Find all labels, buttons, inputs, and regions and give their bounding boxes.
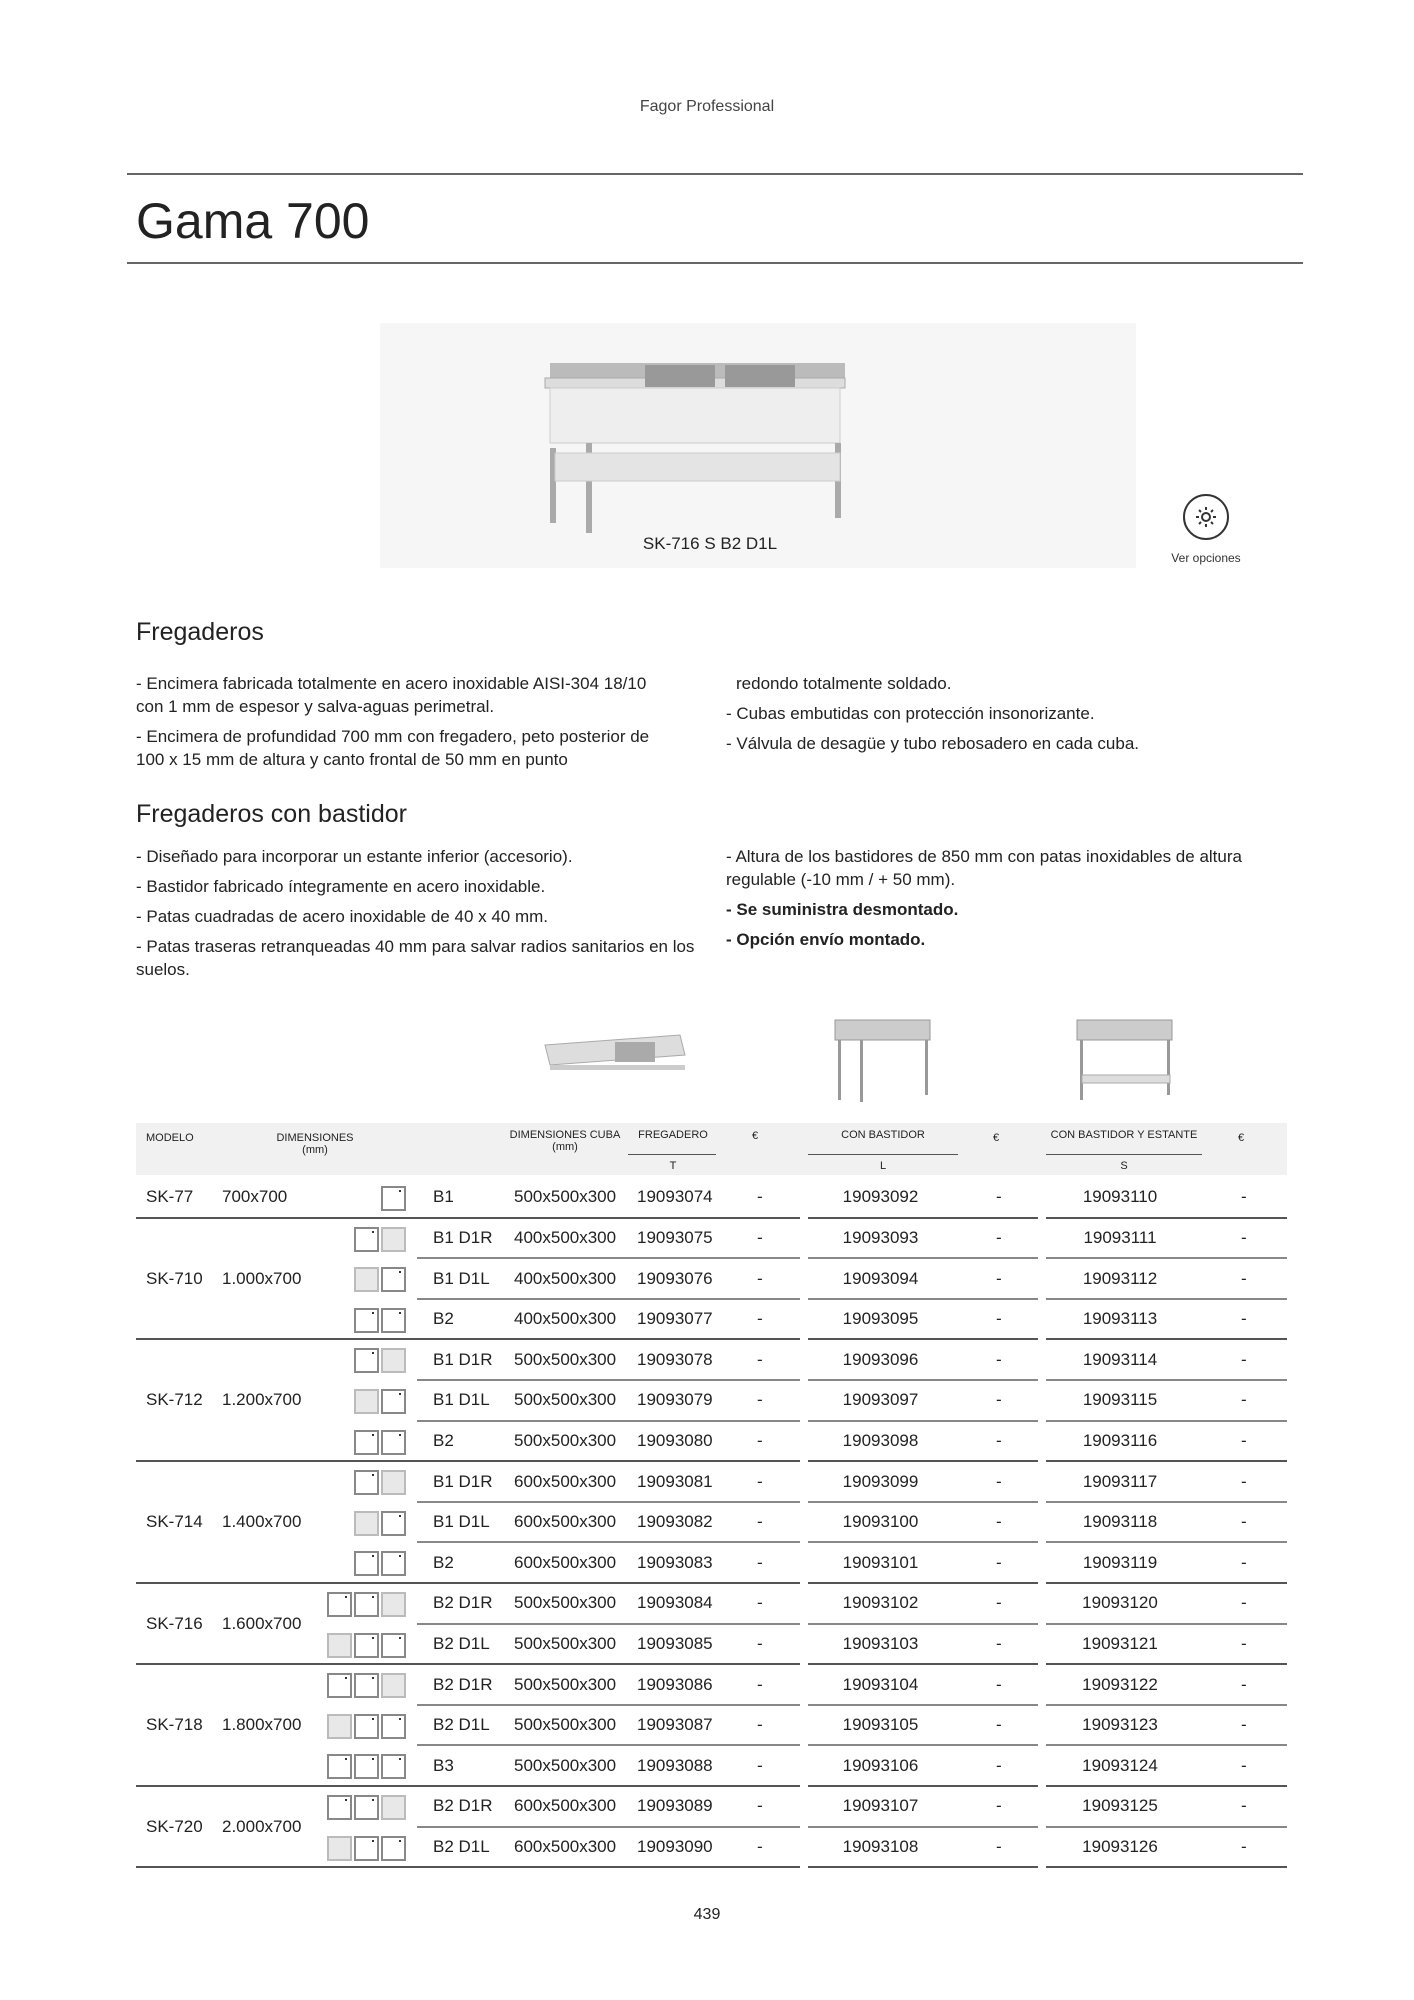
sink-type: B2 D1R: [433, 1674, 493, 1694]
drainer-icon: [327, 1633, 352, 1658]
code-bastidor: 19093104: [842, 1674, 919, 1694]
row-divider: [1046, 1744, 1287, 1746]
price-fregadero: -: [757, 1268, 763, 1288]
price-estante: -: [1241, 1309, 1247, 1329]
price-fregadero: -: [757, 1715, 763, 1735]
row-divider: [808, 1460, 1038, 1462]
sink-with-frame-illustration: [380, 323, 1136, 568]
row-divider: [1046, 1217, 1287, 1219]
section1-col2: [726, 672, 1296, 762]
bullet: - Válvula de desagüe y tubo rebosadero en cada cuba.: [726, 734, 1140, 753]
code-estante: 19093116: [1082, 1430, 1158, 1450]
bullet: - Cubas embutidas con protección insonorizante.: [726, 704, 1095, 723]
code-estante: 19093120: [1082, 1593, 1158, 1613]
price-bastidor: -: [996, 1390, 1002, 1410]
code-fregadero: 19093076: [637, 1268, 713, 1288]
bullet: - Encimera fabricada totalmente en acero inoxidable AISI-304 18/10 con 1 mm de espesor y salva-aguas perimetral.: [136, 674, 647, 716]
sink-type: B2 D1L: [433, 1715, 490, 1735]
bowl-dimensions: 500x500x300: [514, 1755, 617, 1775]
sink-with-frame-and-shelf-thumbnail: [1072, 1015, 1182, 1105]
code-fregadero: 19093081: [637, 1471, 713, 1491]
drainer-icon: [381, 1592, 406, 1617]
code-estante: 19093119: [1082, 1552, 1158, 1572]
sink-bowl-icon: [354, 1308, 379, 1333]
row-divider: [1046, 1338, 1287, 1340]
bowl-dimensions: 500x500x300: [514, 1715, 617, 1735]
col-header-price: €: [1238, 1132, 1245, 1144]
row-divider: [1046, 1582, 1287, 1584]
row-divider: [1046, 1541, 1287, 1543]
row-divider: [1046, 1866, 1287, 1868]
price-fregadero: -: [757, 1552, 763, 1572]
sink-type: B1 D1L: [433, 1268, 490, 1288]
code-estante: 19093122: [1082, 1674, 1158, 1694]
bowl-dimensions: 600x500x300: [514, 1796, 617, 1816]
sink-bowl-icon: [354, 1633, 379, 1658]
code-fregadero: 19093086: [637, 1674, 713, 1694]
price-estante: -: [1241, 1268, 1247, 1288]
row-divider: [1046, 1623, 1287, 1625]
section-title: Fregaderos con bastidor: [136, 800, 407, 828]
code-fregadero: 19093085: [637, 1633, 713, 1653]
drainer-icon: [381, 1673, 406, 1698]
bowl-dimensions: 500x500x300: [514, 1593, 617, 1613]
sink-bowl-icon: [354, 1673, 379, 1698]
code-bastidor: 19093102: [842, 1593, 919, 1613]
product-caption: SK-716 S B2 D1L: [642, 534, 778, 553]
price-estante: -: [1241, 1552, 1247, 1572]
drainer-icon: [381, 1227, 406, 1252]
sink-with-frame-thumbnail: [830, 1015, 940, 1105]
price-bastidor: -: [996, 1836, 1002, 1856]
price-estante: -: [1241, 1349, 1247, 1369]
bullet: - Se suministra desmontado.: [726, 900, 959, 919]
sink-bowl-icon: [381, 1308, 406, 1333]
row-divider: [808, 1541, 1038, 1543]
row-divider: [136, 1582, 800, 1584]
sink-type: B2 D1L: [433, 1836, 490, 1856]
price-bastidor: -: [996, 1552, 1002, 1572]
sink-type: B1 D1R: [433, 1471, 493, 1491]
code-s: S: [1120, 1160, 1128, 1172]
model-dimensions: 2.000x700: [222, 1816, 302, 1836]
code-fregadero: 19093075: [637, 1227, 713, 1247]
col-header-price: €: [752, 1130, 759, 1142]
code-fregadero: 19093090: [637, 1836, 713, 1856]
sink-bowl-icon: [354, 1470, 379, 1495]
section2-col2: [726, 845, 1296, 958]
price-fregadero: -: [757, 1633, 763, 1653]
row-divider: [1046, 1704, 1287, 1706]
price-fregadero: -: [757, 1390, 763, 1410]
bowl-dimensions: 400x500x300: [514, 1227, 617, 1247]
divider: [127, 173, 1303, 175]
code-bastidor: 19093095: [842, 1309, 919, 1329]
row-divider: [808, 1420, 1038, 1422]
sink-bowl-icon: [381, 1633, 406, 1658]
price-fregadero: -: [757, 1471, 763, 1491]
price-fregadero: -: [757, 1309, 763, 1329]
row-divider: [1046, 1826, 1287, 1828]
code-bastidor: 19093106: [842, 1755, 919, 1775]
price-fregadero: -: [757, 1227, 763, 1247]
sink-bowl-icon: [381, 1714, 406, 1739]
price-estante: -: [1241, 1715, 1247, 1735]
sink-bowl-icon: [381, 1836, 406, 1861]
section1-col1: [136, 672, 676, 778]
price-fregadero: -: [757, 1755, 763, 1775]
row-divider: [1046, 1460, 1287, 1462]
code-bastidor: 19093093: [842, 1227, 919, 1247]
code-estante: 19093125: [1082, 1796, 1158, 1816]
drainer-icon: [354, 1511, 379, 1536]
price-fregadero: -: [757, 1593, 763, 1613]
price-estante: -: [1241, 1227, 1247, 1247]
col-header-modelo: MODELO: [146, 1132, 194, 1144]
code-fregadero: 19093089: [637, 1796, 713, 1816]
code-estante: 19093126: [1082, 1836, 1158, 1856]
price-fregadero: -: [757, 1674, 763, 1694]
code-estante: 19093123: [1082, 1715, 1158, 1735]
sink-type: B2 D1R: [433, 1593, 493, 1613]
price-bastidor: -: [996, 1715, 1002, 1735]
model-dimensions: 700x700: [222, 1187, 288, 1207]
model-name: SK-710: [146, 1268, 203, 1288]
col-header-bastidor: CON BASTIDOR: [841, 1129, 925, 1141]
drainer-icon: [327, 1714, 352, 1739]
row-divider: [1046, 1785, 1287, 1787]
row-divider: [808, 1338, 1038, 1340]
row-divider: [417, 1257, 800, 1259]
code-estante: 19093117: [1082, 1471, 1158, 1491]
bowl-dimensions: 500x500x300: [514, 1390, 617, 1410]
sink-type: B2: [433, 1309, 454, 1329]
row-divider: [417, 1704, 800, 1706]
drainer-icon: [381, 1795, 406, 1820]
code-estante: 19093115: [1082, 1390, 1158, 1410]
code-fregadero: 19093078: [637, 1349, 713, 1369]
bowl-dimensions: 500x500x300: [514, 1430, 617, 1450]
bullet: - Patas cuadradas de acero inoxidable de 40 x 40 mm.: [136, 907, 549, 926]
price-bastidor: -: [996, 1309, 1002, 1329]
code-bastidor: 19093096: [842, 1349, 919, 1369]
row-divider: [808, 1379, 1038, 1381]
sink-bowl-icon: [354, 1754, 379, 1779]
bullet: redondo totalmente soldado.: [736, 674, 952, 693]
price-estante: -: [1241, 1390, 1247, 1410]
model-name: SK-712: [146, 1390, 203, 1410]
bowl-dimensions: 500x500x300: [514, 1674, 617, 1694]
sink-bowl-icon: [327, 1754, 352, 1779]
code-fregadero: 19093084: [637, 1593, 713, 1613]
row-divider: [808, 1704, 1038, 1706]
view-options-link[interactable]: Ver opciones: [1171, 551, 1241, 565]
row-divider: [136, 1217, 800, 1219]
sink-type: B2: [433, 1552, 454, 1572]
code-fregadero: 19093080: [637, 1430, 713, 1450]
row-divider: [417, 1541, 800, 1543]
price-fregadero: -: [757, 1836, 763, 1856]
sink-bowl-icon: [381, 1754, 406, 1779]
row-divider: [808, 1744, 1038, 1746]
code-bastidor: 19093101: [842, 1552, 919, 1572]
code-fregadero: 19093083: [637, 1552, 713, 1572]
section-title: Fregaderos: [136, 618, 264, 646]
col-header-estante: CON BASTIDOR Y ESTANTE: [1050, 1129, 1198, 1141]
model-name: SK-716: [146, 1613, 203, 1633]
bowl-dimensions: 500x500x300: [514, 1187, 617, 1207]
row-divider: [808, 1501, 1038, 1503]
bullet: - Patas traseras retranqueadas 40 mm para salvar radios sanitarios en los suelos.: [136, 937, 695, 979]
sink-bowl-icon: [327, 1795, 352, 1820]
sink-bowl-icon: [354, 1348, 379, 1373]
bowl-dimensions: 500x500x300: [514, 1349, 617, 1369]
row-divider: [136, 1785, 800, 1787]
code-fregadero: 19093074: [637, 1187, 713, 1207]
bullet: - Altura de los bastidores de 850 mm con patas inoxidables de altura regulable (-10 mm / + 50 mm).: [726, 847, 1242, 889]
model-name: SK-718: [146, 1715, 203, 1735]
price-bastidor: -: [996, 1593, 1002, 1613]
sink-bowl-icon: [354, 1551, 379, 1576]
code-estante: 19093121: [1082, 1633, 1158, 1653]
price-fregadero: -: [757, 1187, 763, 1207]
code-bastidor: 19093099: [842, 1471, 919, 1491]
page-title: Gama 700: [136, 193, 370, 249]
sink-type: B2: [433, 1430, 454, 1450]
row-divider: [417, 1298, 800, 1300]
code-t: T: [669, 1160, 677, 1172]
model-dimensions: 1.400x700: [222, 1512, 302, 1532]
price-bastidor: -: [996, 1268, 1002, 1288]
row-divider: [808, 1826, 1038, 1828]
code-fregadero: 19093079: [637, 1390, 713, 1410]
code-estante: 19093118: [1082, 1512, 1158, 1532]
row-divider: [417, 1420, 800, 1422]
code-bastidor: 19093092: [842, 1187, 919, 1207]
code-bastidor: 19093105: [842, 1715, 919, 1735]
price-fregadero: -: [757, 1349, 763, 1369]
row-divider: [1046, 1257, 1287, 1259]
row-divider: [1046, 1379, 1287, 1381]
row-divider: [1046, 1420, 1287, 1422]
row-divider: [808, 1663, 1038, 1665]
drainer-icon: [354, 1267, 379, 1292]
sink-bowl-icon: [354, 1795, 379, 1820]
sink-bowl-icon: [381, 1267, 406, 1292]
row-divider: [808, 1785, 1038, 1787]
model-name: SK-77: [146, 1187, 194, 1207]
sink-type: B1: [433, 1187, 454, 1207]
drainer-icon: [327, 1836, 352, 1861]
brand-header: Fagor Professional: [639, 98, 775, 115]
code-estante: 19093114: [1082, 1349, 1158, 1369]
price-bastidor: -: [996, 1430, 1002, 1450]
col-header-fregadero: FREGADERO: [638, 1129, 708, 1141]
sink-type: B2 D1R: [433, 1796, 493, 1816]
sink-top-thumbnail: [540, 1020, 690, 1080]
sink-bowl-icon: [354, 1592, 379, 1617]
code-estante: 19093111: [1083, 1227, 1157, 1247]
model-dimensions: 1.200x700: [222, 1390, 302, 1410]
code-bastidor: 19093108: [842, 1836, 919, 1856]
bowl-dimensions: 500x500x300: [514, 1633, 617, 1653]
bullet: - Encimera de profundidad 700 mm con fregadero, peto posterior de 100 x 15 mm de altura y canto frontal de 50 mm en punto: [136, 727, 650, 769]
sink-bowl-icon: [354, 1430, 379, 1455]
code-bastidor: 19093107: [842, 1796, 919, 1816]
code-fregadero: 19093088: [637, 1755, 713, 1775]
section2-col1: [136, 845, 706, 988]
row-divider: [136, 1460, 800, 1462]
price-estante: -: [1241, 1836, 1247, 1856]
code-estante: 19093113: [1082, 1309, 1158, 1329]
sink-bowl-icon: [327, 1592, 352, 1617]
model-dimensions: 1.600x700: [222, 1613, 302, 1633]
row-divider: [1046, 1298, 1287, 1300]
model-dimensions: 1.800x700: [222, 1715, 302, 1735]
sink-type: B2 D1L: [433, 1633, 490, 1653]
row-divider: [136, 1866, 800, 1868]
row-divider: [136, 1338, 800, 1340]
price-fregadero: -: [757, 1512, 763, 1532]
price-bastidor: -: [996, 1227, 1002, 1247]
sink-type: B1 D1R: [433, 1227, 493, 1247]
price-estante: -: [1241, 1674, 1247, 1694]
code-estante: 19093112: [1082, 1268, 1158, 1288]
row-divider: [136, 1663, 800, 1665]
price-bastidor: -: [996, 1187, 1002, 1207]
gear-icon[interactable]: [1183, 494, 1229, 540]
bowl-dimensions: 400x500x300: [514, 1268, 617, 1288]
col-header-dimensiones: DIMENSIONES (mm): [276, 1132, 354, 1156]
price-estante: -: [1241, 1593, 1247, 1613]
bowl-dimensions: 600x500x300: [514, 1552, 617, 1572]
price-estante: -: [1241, 1755, 1247, 1775]
code-fregadero: 19093077: [637, 1309, 713, 1329]
code-estante: 19093110: [1082, 1187, 1158, 1207]
code-estante: 19093124: [1082, 1755, 1158, 1775]
row-divider: [417, 1379, 800, 1381]
drainer-icon: [381, 1470, 406, 1495]
price-fregadero: -: [757, 1796, 763, 1816]
row-divider: [1046, 1663, 1287, 1665]
divider: [127, 262, 1303, 264]
sink-bowl-icon: [354, 1227, 379, 1252]
code-bastidor: 19093094: [842, 1268, 919, 1288]
sink-bowl-icon: [381, 1430, 406, 1455]
sink-type: B1 D1L: [433, 1512, 490, 1532]
price-estante: -: [1241, 1796, 1247, 1816]
row-divider: [417, 1744, 800, 1746]
price-fregadero: -: [757, 1430, 763, 1450]
col-header-price: €: [993, 1132, 1000, 1144]
bowl-dimensions: 400x500x300: [514, 1309, 617, 1329]
price-bastidor: -: [996, 1471, 1002, 1491]
price-bastidor: -: [996, 1755, 1002, 1775]
price-estante: -: [1241, 1187, 1247, 1207]
bowl-dimensions: 600x500x300: [514, 1836, 617, 1856]
model-name: SK-714: [146, 1512, 203, 1532]
price-estante: -: [1241, 1471, 1247, 1491]
page-number: 439: [693, 1906, 721, 1923]
price-estante: -: [1241, 1512, 1247, 1532]
bullet: - Opción envío montado.: [726, 930, 926, 949]
sink-bowl-icon: [381, 1389, 406, 1414]
sink-type: B3: [433, 1755, 454, 1775]
model-name: SK-720: [146, 1816, 203, 1836]
row-divider: [417, 1623, 800, 1625]
sink-bowl-icon: [354, 1836, 379, 1861]
drainer-icon: [381, 1348, 406, 1373]
code-fregadero: 19093087: [637, 1715, 713, 1735]
sink-bowl-icon: [381, 1186, 406, 1211]
product-image: [380, 323, 1136, 568]
code-bastidor: 19093100: [842, 1512, 919, 1532]
code-bastidor: 19093098: [842, 1430, 919, 1450]
model-dimensions: 1.000x700: [222, 1268, 302, 1288]
row-divider: [808, 1298, 1038, 1300]
code-fregadero: 19093082: [637, 1512, 713, 1532]
code-bastidor: 19093103: [842, 1633, 919, 1653]
sink-type: B1 D1R: [433, 1349, 493, 1369]
bullet: - Bastidor fabricado íntegramente en acero inoxidable.: [136, 877, 546, 896]
price-bastidor: -: [996, 1633, 1002, 1653]
bowl-dimensions: 600x500x300: [514, 1512, 617, 1532]
row-divider: [417, 1501, 800, 1503]
price-bastidor: -: [996, 1674, 1002, 1694]
sink-bowl-icon: [381, 1551, 406, 1576]
bullet: - Diseñado para incorporar un estante inferior (accesorio).: [136, 847, 573, 866]
price-estante: -: [1241, 1633, 1247, 1653]
drainer-icon: [354, 1389, 379, 1414]
col-header-cuba: DIMENSIONES CUBA (mm): [509, 1129, 621, 1153]
code-bastidor: 19093097: [842, 1390, 919, 1410]
row-divider: [808, 1217, 1038, 1219]
row-divider: [1046, 1501, 1287, 1503]
code-l: L: [879, 1160, 887, 1172]
sink-bowl-icon: [354, 1714, 379, 1739]
row-divider: [808, 1866, 1038, 1868]
price-bastidor: -: [996, 1796, 1002, 1816]
sink-bowl-icon: [327, 1673, 352, 1698]
row-divider: [417, 1826, 800, 1828]
row-divider: [808, 1582, 1038, 1584]
price-bastidor: -: [996, 1349, 1002, 1369]
price-bastidor: -: [996, 1512, 1002, 1532]
price-estante: -: [1241, 1430, 1247, 1450]
bowl-dimensions: 600x500x300: [514, 1471, 617, 1491]
sink-bowl-icon: [381, 1511, 406, 1536]
row-divider: [808, 1623, 1038, 1625]
sink-type: B1 D1L: [433, 1390, 490, 1410]
row-divider: [808, 1257, 1038, 1259]
